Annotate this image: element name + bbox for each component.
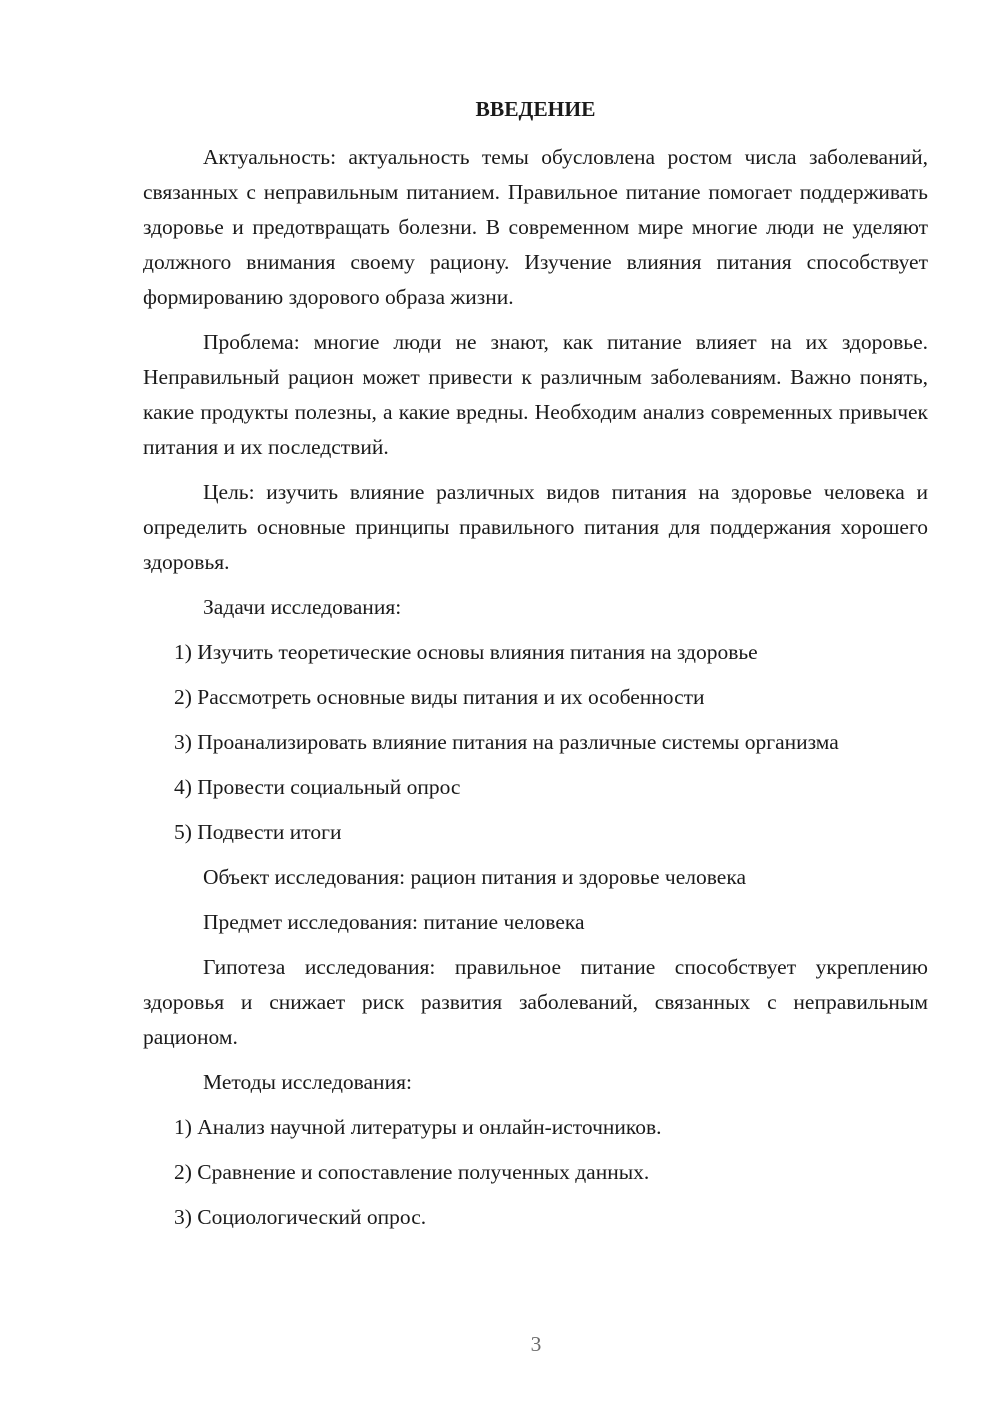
document-page — [143, 92, 928, 1245]
method-item: 2) Сравнение и сопоставление полученных данных. — [174, 1160, 650, 1184]
page-number: 3 — [530, 1332, 542, 1356]
methods-heading: Методы исследования: — [203, 1070, 412, 1094]
tasks-heading: Задачи исследования: — [203, 595, 402, 619]
task-item: 5) Подвести итоги — [174, 820, 342, 844]
goal-paragraph: Цель: изучить влияние различных видов питания на здоровье человека и определить основные принципы правильного питания для поддержания хорошего здоровья. — [143, 480, 928, 574]
hypothesis-paragraph: Гипотеза исследования: правильное питание способствует укреплению здоровья и снижает риск развития заболеваний, связанных с неправильным рационом. — [143, 955, 928, 1049]
problem-paragraph: Проблема: многие люди не знают, как питание влияет на их здоровье. Неправильный рацион может привести к различным заболеваниям. Важно понять, какие продукты полезны, а какие вредны. Необходим анализ современных привычек питания и их последствий. — [143, 330, 928, 459]
method-item: 1) Анализ научной литературы и онлайн-источников. — [174, 1115, 662, 1139]
task-item: 3) Проанализировать влияние питания на различные системы организма — [174, 730, 839, 754]
task-item: 1) Изучить теоретические основы влияния питания на здоровье — [174, 640, 758, 664]
research-object: Объект исследования: рацион питания и здоровье человека — [203, 865, 746, 889]
task-item: 4) Провести социальный опрос — [174, 775, 461, 799]
section-title: ВВЕДЕНИЕ — [475, 97, 596, 121]
task-item: 2) Рассмотреть основные виды питания и их особенности — [174, 685, 705, 709]
relevance-paragraph: Актуальность: актуальность темы обусловлена ростом числа заболеваний, связанных с неправильным питанием. Правильное питание помогает поддерживать здоровье и предотвращать болезни. В современном мире многие люди не уделяют должного внимания своему рациону. Изучение влияния питания способствует формированию здорового образа жизни. — [143, 145, 928, 309]
research-subject: Предмет исследования: питание человека — [203, 910, 585, 934]
method-item: 3) Социологический опрос. — [174, 1205, 427, 1229]
